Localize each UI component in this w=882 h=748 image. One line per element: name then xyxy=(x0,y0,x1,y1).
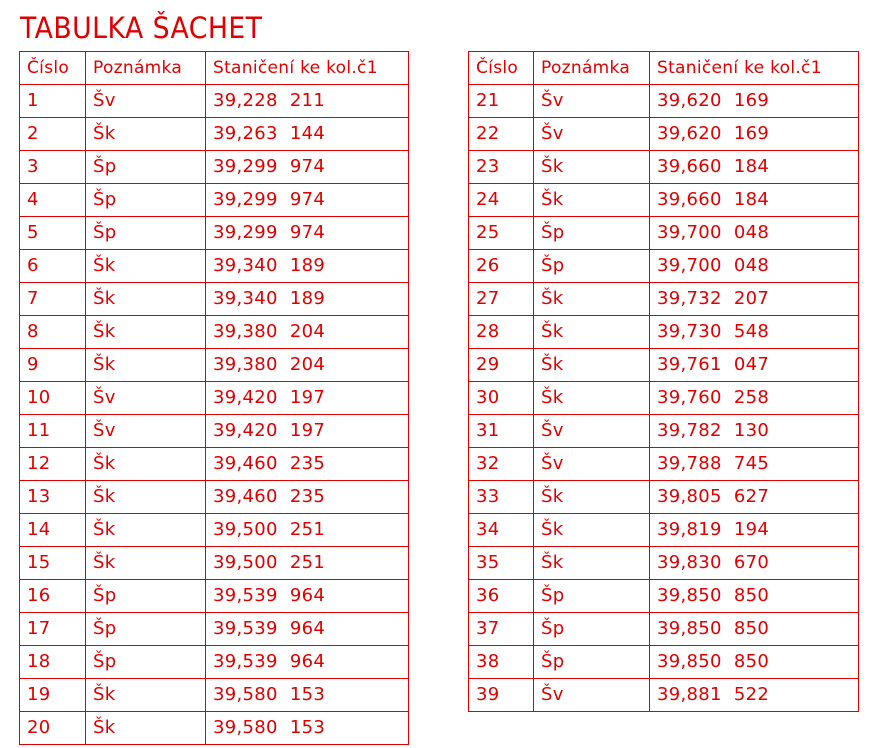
cell-number: 12 xyxy=(20,448,86,481)
cell-number: 37 xyxy=(469,613,534,646)
table-row xyxy=(20,283,409,316)
cell-chainage: 39,760 258 xyxy=(650,382,859,415)
cell-number: 28 xyxy=(469,316,534,349)
cell-number: 25 xyxy=(469,217,534,250)
cell-number: 10 xyxy=(20,382,86,415)
cell-number: 15 xyxy=(20,547,86,580)
table-row xyxy=(20,448,409,481)
cell-note: Šk xyxy=(86,283,206,316)
cell-number: 14 xyxy=(20,514,86,547)
cell-number: 1 xyxy=(20,85,86,118)
cell-number: 34 xyxy=(469,514,534,547)
cell-note: Šv xyxy=(534,448,650,481)
cell-number: 27 xyxy=(469,283,534,316)
cell-number: 36 xyxy=(469,580,534,613)
table-row xyxy=(20,547,409,580)
table-row xyxy=(469,250,859,283)
cell-note: Šv xyxy=(534,415,650,448)
cell-number: 21 xyxy=(469,85,534,118)
cell-chainage: 39,761 047 xyxy=(650,349,859,382)
cell-chainage: 39,819 194 xyxy=(650,514,859,547)
cell-chainage: 39,850 850 xyxy=(650,580,859,613)
cell-note: Šk xyxy=(86,250,206,283)
cell-number: 5 xyxy=(20,217,86,250)
cell-note: Šk xyxy=(534,184,650,217)
table-row xyxy=(20,382,409,415)
cell-number: 19 xyxy=(20,679,86,712)
cell-chainage: 39,620 169 xyxy=(650,85,859,118)
table-row xyxy=(20,415,409,448)
table-row xyxy=(469,151,859,184)
cell-note: Šp xyxy=(534,250,650,283)
cell-chainage: 39,881 522 xyxy=(650,679,859,712)
cell-note: Šk xyxy=(86,349,206,382)
table-header-row xyxy=(20,52,409,85)
cell-note: Šv xyxy=(86,415,206,448)
cell-chainage: 39,420 197 xyxy=(206,415,409,448)
cell-number: 18 xyxy=(20,646,86,679)
cell-chainage: 39,340 189 xyxy=(206,283,409,316)
cell-number: 9 xyxy=(20,349,86,382)
table-row xyxy=(20,580,409,613)
column-header-number: Číslo xyxy=(469,52,534,85)
cell-number: 35 xyxy=(469,547,534,580)
cell-chainage: 39,420 197 xyxy=(206,382,409,415)
cell-number: 7 xyxy=(20,283,86,316)
column-header-chainage: Staničení ke kol.č1 xyxy=(206,52,409,85)
cell-number: 38 xyxy=(469,646,534,679)
table-row xyxy=(20,712,409,745)
cell-number: 32 xyxy=(469,448,534,481)
cell-chainage: 39,732 207 xyxy=(650,283,859,316)
cell-chainage: 39,580 153 xyxy=(206,679,409,712)
cell-note: Šp xyxy=(86,580,206,613)
cell-chainage: 39,850 850 xyxy=(650,646,859,679)
column-header-chainage: Staničení ke kol.č1 xyxy=(650,52,859,85)
cell-note: Šk xyxy=(86,481,206,514)
cell-note: Šk xyxy=(86,679,206,712)
cell-chainage: 39,700 048 xyxy=(650,217,859,250)
table-row xyxy=(20,118,409,151)
cell-chainage: 39,620 169 xyxy=(650,118,859,151)
table-row xyxy=(469,316,859,349)
table-row xyxy=(20,316,409,349)
column-header-note: Poznámka xyxy=(534,52,650,85)
cell-chainage: 39,660 184 xyxy=(650,151,859,184)
cell-number: 11 xyxy=(20,415,86,448)
cell-note: Šk xyxy=(534,481,650,514)
cell-chainage: 39,730 548 xyxy=(650,316,859,349)
cell-number: 39 xyxy=(469,679,534,712)
table-row xyxy=(20,613,409,646)
cell-chainage: 39,460 235 xyxy=(206,448,409,481)
table-row xyxy=(20,514,409,547)
table-row xyxy=(469,349,859,382)
table-row xyxy=(20,481,409,514)
table-row xyxy=(20,250,409,283)
cell-number: 24 xyxy=(469,184,534,217)
table-row xyxy=(469,382,859,415)
cell-note: Šk xyxy=(86,118,206,151)
cell-chainage: 39,228 211 xyxy=(206,85,409,118)
table-row xyxy=(469,415,859,448)
cell-number: 16 xyxy=(20,580,86,613)
cell-note: Šp xyxy=(534,646,650,679)
cell-number: 3 xyxy=(20,151,86,184)
table-row xyxy=(469,481,859,514)
cell-note: Šk xyxy=(534,349,650,382)
cell-note: Šk xyxy=(534,547,650,580)
table-row xyxy=(20,85,409,118)
cell-chainage: 39,539 964 xyxy=(206,646,409,679)
cell-chainage: 39,850 850 xyxy=(650,613,859,646)
cell-note: Šp xyxy=(86,217,206,250)
cell-note: Šk xyxy=(534,514,650,547)
cell-number: 22 xyxy=(469,118,534,151)
cell-chainage: 39,500 251 xyxy=(206,547,409,580)
cell-number: 20 xyxy=(20,712,86,745)
cell-chainage: 39,782 130 xyxy=(650,415,859,448)
cell-note: Šk xyxy=(86,712,206,745)
cell-note: Šv xyxy=(86,382,206,415)
cell-chainage: 39,539 964 xyxy=(206,613,409,646)
cell-note: Šk xyxy=(86,316,206,349)
cell-number: 31 xyxy=(469,415,534,448)
table-row xyxy=(20,349,409,382)
page-title: TABULKA ŠACHET xyxy=(20,11,263,45)
cell-note: Šk xyxy=(534,283,650,316)
cell-note: Šk xyxy=(534,382,650,415)
cell-chainage: 39,660 184 xyxy=(650,184,859,217)
cell-chainage: 39,299 974 xyxy=(206,184,409,217)
table-header-row xyxy=(469,52,859,85)
cell-chainage: 39,539 964 xyxy=(206,580,409,613)
cell-note: Šk xyxy=(534,316,650,349)
cell-note: Šv xyxy=(86,85,206,118)
table-row xyxy=(469,679,859,712)
cell-note: Šk xyxy=(534,151,650,184)
cell-note: Šp xyxy=(86,151,206,184)
cell-number: 29 xyxy=(469,349,534,382)
cell-chainage: 39,805 627 xyxy=(650,481,859,514)
cell-chainage: 39,380 204 xyxy=(206,316,409,349)
cell-note: Šv xyxy=(534,118,650,151)
cell-number: 6 xyxy=(20,250,86,283)
cell-chainage: 39,340 189 xyxy=(206,250,409,283)
cell-number: 13 xyxy=(20,481,86,514)
cell-note: Šp xyxy=(534,613,650,646)
cell-chainage: 39,500 251 xyxy=(206,514,409,547)
table-row xyxy=(469,580,859,613)
cell-number: 4 xyxy=(20,184,86,217)
column-header-note: Poznámka xyxy=(86,52,206,85)
cell-note: Šp xyxy=(534,580,650,613)
cell-number: 17 xyxy=(20,613,86,646)
table-row xyxy=(469,85,859,118)
table-row xyxy=(469,184,859,217)
cell-chainage: 39,299 974 xyxy=(206,151,409,184)
table-row xyxy=(469,118,859,151)
cell-note: Šv xyxy=(534,679,650,712)
manhole-table-right xyxy=(468,51,859,712)
cell-number: 8 xyxy=(20,316,86,349)
cell-chainage: 39,788 745 xyxy=(650,448,859,481)
cell-note: Šp xyxy=(86,184,206,217)
table-row xyxy=(469,283,859,316)
cell-chainage: 39,460 235 xyxy=(206,481,409,514)
table-row xyxy=(469,646,859,679)
cell-number: 23 xyxy=(469,151,534,184)
table-row xyxy=(469,514,859,547)
table-row xyxy=(20,184,409,217)
manhole-table-left xyxy=(19,51,409,745)
cell-note: Šp xyxy=(86,646,206,679)
column-header-number: Číslo xyxy=(20,52,86,85)
cell-note: Šp xyxy=(534,217,650,250)
cell-number: 30 xyxy=(469,382,534,415)
cell-chainage: 39,580 153 xyxy=(206,712,409,745)
cell-note: Šp xyxy=(86,613,206,646)
table-row xyxy=(20,151,409,184)
cell-number: 26 xyxy=(469,250,534,283)
cell-chainage: 39,299 974 xyxy=(206,217,409,250)
cell-note: Šk xyxy=(86,514,206,547)
table-row xyxy=(20,217,409,250)
cell-chainage: 39,263 144 xyxy=(206,118,409,151)
cell-chainage: 39,830 670 xyxy=(650,547,859,580)
table-row xyxy=(469,547,859,580)
cell-note: Šk xyxy=(86,547,206,580)
cell-note: Šk xyxy=(86,448,206,481)
table-row xyxy=(469,448,859,481)
table-row xyxy=(20,679,409,712)
table-row xyxy=(469,613,859,646)
cell-number: 33 xyxy=(469,481,534,514)
cell-number: 2 xyxy=(20,118,86,151)
table-row xyxy=(20,646,409,679)
cell-chainage: 39,380 204 xyxy=(206,349,409,382)
cell-chainage: 39,700 048 xyxy=(650,250,859,283)
table-row xyxy=(469,217,859,250)
cell-note: Šv xyxy=(534,85,650,118)
